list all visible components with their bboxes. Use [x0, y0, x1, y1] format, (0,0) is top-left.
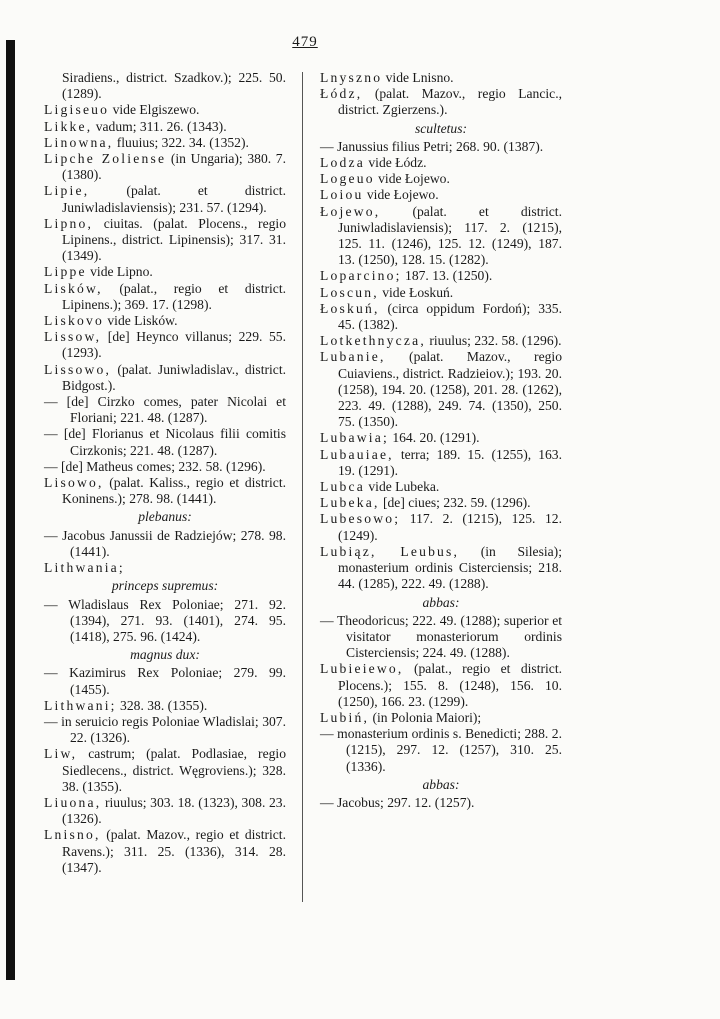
entry-headword: Loiou: [320, 187, 364, 203]
entry-headword: Lubca: [320, 479, 365, 495]
entry-headword: Lithwani;: [44, 697, 117, 713]
index-entry: [44, 313, 286, 329]
index-entry: [320, 268, 562, 284]
entry-headword: Lisków,: [44, 280, 103, 296]
sub-entry: — [de] Matheus comes; 232. 58. (1296).: [44, 459, 286, 475]
entry-text: (palat. et district. Juniwladislaviensis); 117. 2. (1215), 125. 11. (1246), 125. 12. (1249), 187. 13. (1250), 128. 15. (1282).: [338, 203, 562, 268]
sub-entry: — Theodoricus; 222. 49. (1288); superior et visitator monasteriorum ordinis Cisterciensis; 224. 49. (1288).: [320, 613, 562, 662]
index-entry: [320, 301, 562, 333]
entry-text: (in Ungaria); 380. 7. (1380).: [62, 151, 287, 183]
entry-text: vide Lipno.: [86, 264, 153, 280]
entry-headword: Loparcino;: [320, 268, 402, 284]
page-number: 479: [292, 34, 318, 50]
index-entry: [320, 171, 562, 187]
entry-headword: Lissow,: [44, 329, 102, 345]
entry-headword: Loscun,: [320, 284, 379, 300]
entry-text: (palat., regio et district. Plocens.); 155. 8. (1248), 156. 10. (1250), 166. 23. (1299).: [338, 661, 562, 709]
entry-text: (palat. Mazov., regio Lancic., district. Zgierzens.).: [338, 86, 562, 118]
entry-text: terra; 189. 15. (1255), 163. 19. (1291).: [338, 446, 562, 478]
index-entry: [44, 119, 286, 135]
index-entry: [44, 698, 286, 714]
index-entry: [320, 70, 562, 86]
entry-headword: Liuona,: [44, 794, 102, 810]
entry-text: [de] ciues; 232. 59. (1296).: [379, 495, 531, 511]
entry-headword: Lnyszno: [320, 70, 383, 85]
sub-entry: — [de] Cirzko comes, pater Nicolai et Floriani; 221. 48. (1287).: [44, 394, 286, 426]
index-entry: [320, 511, 562, 543]
entry-text: (palat. Mazov., regio Cuiaviens., district. Radzieiov.); 193. 20. (1258), 194. 20. (1258), 201. 28. (1262), 223. 49. (1288), 249. 74. (1350), 250. 75. (1350).: [338, 349, 562, 430]
entry-text: vide Elgiszewo.: [109, 102, 200, 118]
entry-text: vide Łojewo.: [374, 171, 450, 187]
index-entry: [320, 544, 562, 593]
entry-headword: Lissowo,: [44, 361, 112, 377]
entry-headword: Łoskuń,: [320, 300, 380, 316]
entry-text: (palat. Mazov., regio et district. Ravens.); 311. 25. (1336), 314. 28. (1347).: [62, 827, 286, 875]
index-entry: [44, 827, 286, 876]
entry-text: castrum; (palat. Podlasiae, regio Siedlecens., district. Węgroviens.); 328. 38. (1355).: [62, 746, 286, 794]
entry-headword: Lotkethnycza,: [320, 333, 426, 349]
sub-entry: — Kazimirus Rex Poloniae; 279. 99. (1455).: [44, 665, 286, 697]
entry-headword: Lithwania;: [44, 560, 125, 576]
entry-headword: Lipche Zoliense: [44, 151, 167, 167]
index-entry: [44, 746, 286, 795]
sub-entry: — monasterium ordinis s. Benedicti; 288. 2. (1215), 297. 12. (1257), 310. 25. (1336).: [320, 726, 562, 775]
entry-text: vide Lubeka.: [364, 479, 440, 495]
entry-headword: Lubawia;: [320, 430, 389, 446]
index-entry: [44, 475, 286, 507]
entry-text: (palat., regio et district. Lipinens.); 369. 17. (1298).: [62, 280, 286, 312]
entry-headword: Lubeka,: [320, 495, 380, 511]
index-entry: [44, 216, 286, 265]
entry-text: 117. 2. (1215), 125. 12. (1249).: [338, 511, 562, 543]
entry-text: riuulus; 232. 58. (1296).: [425, 333, 562, 349]
index-entry: [320, 447, 562, 479]
entry-text: vadum; 311. 26. (1343).: [92, 118, 227, 134]
index-entry: [44, 151, 286, 183]
sub-entry: — [de] Florianus et Nicolaus filii comitis Cirzkonis; 221. 48. (1287).: [44, 426, 286, 458]
entry-headword: Lnisno,: [44, 827, 101, 843]
entry-text: (palat. et district. Juniwladislaviensis); 231. 57. (1294).: [62, 183, 286, 215]
role-heading: abbas:: [422, 776, 460, 792]
entry-continuation: Siradiens., district. Szadkov.); 225. 50. (1289).: [62, 70, 286, 102]
entry-headword: Liw,: [44, 746, 78, 762]
index-entry: [44, 560, 286, 576]
binding-edge: [6, 40, 15, 980]
entry-headword: Lippe: [44, 264, 87, 280]
column-divider: [302, 72, 303, 902]
sub-entry: — Jacobus Janussii de Radziejów; 278. 98. (1441).: [44, 528, 286, 560]
entry-headword: Lubiąz, Leubus,: [320, 543, 460, 559]
index-entry: [320, 430, 562, 446]
entry-headword: Lipie,: [44, 183, 90, 199]
index-entry: [320, 333, 562, 349]
index-entry: [44, 281, 286, 313]
role-heading: scultetus:: [414, 120, 468, 136]
index-entry: [320, 349, 562, 430]
entry-text: vide Łoskuń.: [378, 284, 454, 300]
index-entry: [320, 155, 562, 171]
entry-headword: Lisowo,: [44, 475, 104, 491]
index-entry: [320, 285, 562, 301]
entry-text: (in Silesia); monasterium ordinis Cisterciensis; 218. 44. (1285), 222. 49. (1288).: [338, 543, 562, 592]
role-heading: abbas:: [422, 594, 460, 610]
entry-text: ciuitas. (palat. Plocens., regio Lipinens., district. Lipinensis); 317. 31. (1349).: [62, 215, 286, 264]
entry-headword: Logeuo: [320, 171, 375, 187]
role-heading: plebanus:: [138, 509, 192, 525]
entry-headword: Lipno,: [44, 215, 94, 231]
entry-text: vide Lnisno.: [382, 70, 454, 85]
sub-entry: — in seruicio regis Poloniae Wladislai; 307. 22. (1326).: [44, 714, 286, 746]
role-heading: magnus dux:: [130, 647, 200, 663]
entry-headword: Likke,: [44, 118, 93, 134]
entry-headword: Lubiń,: [320, 709, 370, 725]
index-entry: [320, 187, 562, 203]
index-entry: [320, 661, 562, 710]
entry-text: 328. 38. (1355).: [116, 697, 208, 713]
index-entry: [44, 329, 286, 361]
entry-text: [de] Heynco villanus; 229. 55. (1293).: [62, 329, 286, 361]
entry-text: vide Łojewo.: [363, 187, 439, 203]
index-entry: [320, 495, 562, 511]
index-entry: [44, 102, 286, 118]
entry-text: riuulus; 303. 18. (1323), 308. 23. (1326).: [62, 794, 286, 827]
entry-headword: Łojewo,: [320, 203, 381, 219]
entry-text: vide Lisków.: [103, 313, 178, 329]
entry-text: 187. 13. (1250).: [401, 268, 493, 284]
entry-text: (palat. Juniwladislav., district. Bidgost.).: [62, 361, 286, 393]
entry-text: (in Polonia Maiori);: [369, 709, 482, 725]
right-column: [320, 70, 562, 811]
index-entry: [44, 795, 286, 827]
index-entry: [44, 264, 286, 280]
entry-headword: Lubauiae,: [320, 446, 394, 462]
role-heading: princeps supremus:: [111, 578, 219, 594]
entry-headword: Lubanie,: [320, 349, 386, 365]
index-entry: [320, 86, 562, 118]
entry-headword: Lodza: [320, 155, 365, 171]
index-entry: [320, 479, 562, 495]
entry-headword: Liskovo: [44, 313, 104, 329]
index-entry: [320, 710, 562, 726]
sub-entry: — Jacobus; 297. 12. (1257).: [320, 795, 562, 811]
entry-text: (palat. Kaliss., regio et district. Koninens.); 278. 98. (1441).: [62, 475, 286, 507]
entry-headword: Lubesowo;: [320, 511, 401, 527]
entry-headword: Łódz,: [320, 86, 363, 102]
entry-headword: Linowna,: [44, 134, 114, 150]
entry-headword: Ligiseuo: [44, 102, 110, 118]
entry-text: 164. 20. (1291).: [388, 430, 480, 446]
sub-entry: — Wladislaus Rex Poloniae; 271. 92. (1394), 271. 93. (1401), 274. 95. (1418), 275. 96. (1424).: [44, 597, 286, 646]
index-entry: [44, 362, 286, 394]
entry-text: (circa oppidum Fordoń); 335. 45. (1382).: [338, 300, 562, 333]
left-column: [44, 70, 286, 876]
index-entry: [320, 204, 562, 269]
entry-headword: Lubieiewo,: [320, 661, 404, 677]
sub-entry: — Janussius filius Petri; 268. 90. (1387).: [320, 139, 562, 155]
entry-text: fluuius; 322. 34. (1352).: [113, 134, 249, 150]
index-entry: [44, 135, 286, 151]
index-entry: [44, 183, 286, 215]
entry-text: vide Łódz.: [364, 155, 427, 171]
